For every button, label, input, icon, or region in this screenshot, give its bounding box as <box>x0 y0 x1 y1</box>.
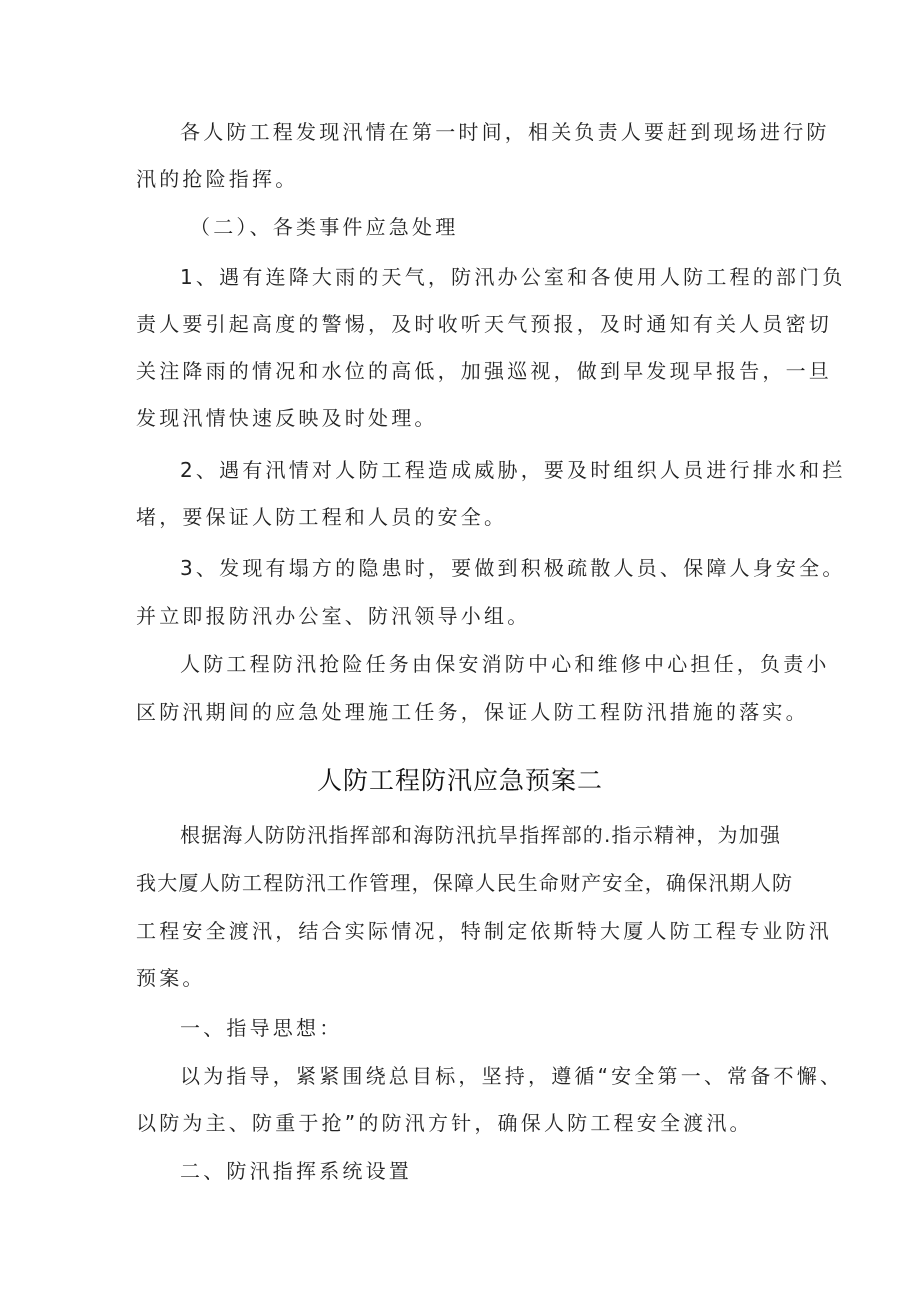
paragraph-line: 以为指导，紧紧围绕总目标，坚持，遵循“安全第一、常备不懈、 <box>180 1064 844 1088</box>
paragraph-line: 汛的抢险指挥。 <box>136 167 299 191</box>
paragraph-line: 人防工程防汛抢险任务由保安消防中心和维修中心担任，负责小 <box>180 652 830 676</box>
paragraph-line: 我大厦人防工程防汛工作管理，保障人民生命财产安全，确保汛期人防 <box>136 871 794 895</box>
section-heading: 一、指导思想： <box>180 1016 343 1040</box>
paragraph-line: 责人要引起高度的警惕，及时收听天气预报，及时通知有关人员密切 <box>136 312 832 336</box>
paragraph-line: 堵，要保证人防工程和人员的安全。 <box>136 505 508 529</box>
paragraph-line: 工程安全渡汛，结合实际情况，特制定依斯特大厦人防工程专业防汛 <box>136 919 832 943</box>
paragraph-line: 根据海人防防汛指挥部和海防汛抗旱指挥部的.指示精神，为加强 <box>180 823 782 847</box>
document-title: 人防工程防汛应急预案二 <box>316 766 603 795</box>
section-heading: （二）、各类事件应急处理 <box>190 215 459 239</box>
paragraph-line: 发现汛情快速反映及时处理。 <box>136 406 438 430</box>
paragraph-line: 预案。 <box>136 966 206 990</box>
paragraph-line: 并立即报防汛办公室、防汛领导小组。 <box>136 604 531 628</box>
paragraph-line: 以防为主、防重于抢”的防汛方针，确保人防工程安全渡汛。 <box>136 1111 753 1135</box>
paragraph-line: 区防汛期间的应急处理施工任务，保证人防工程防汛措施的落实。 <box>136 700 809 724</box>
paragraph-line: 各人防工程发现汛情在第一时间，相关负责人要赶到现场进行防 <box>180 120 830 144</box>
paragraph-line: 2、遇有汛情对人防工程造成威胁，要及时组织人员进行排水和拦 <box>180 458 846 482</box>
section-heading: 二、防汛指挥系统设置 <box>180 1159 412 1183</box>
paragraph-line: 3、发现有塌方的隐患时，要做到积极疏散人员、保障人身安全。 <box>180 556 846 580</box>
paragraph-line: 关注降雨的情况和水位的高低，加强巡视，做到早发现早报告，一旦 <box>136 359 832 383</box>
paragraph-line: 1、遇有连降大雨的天气，防汛办公室和各使用人防工程的部门负 <box>180 265 846 289</box>
